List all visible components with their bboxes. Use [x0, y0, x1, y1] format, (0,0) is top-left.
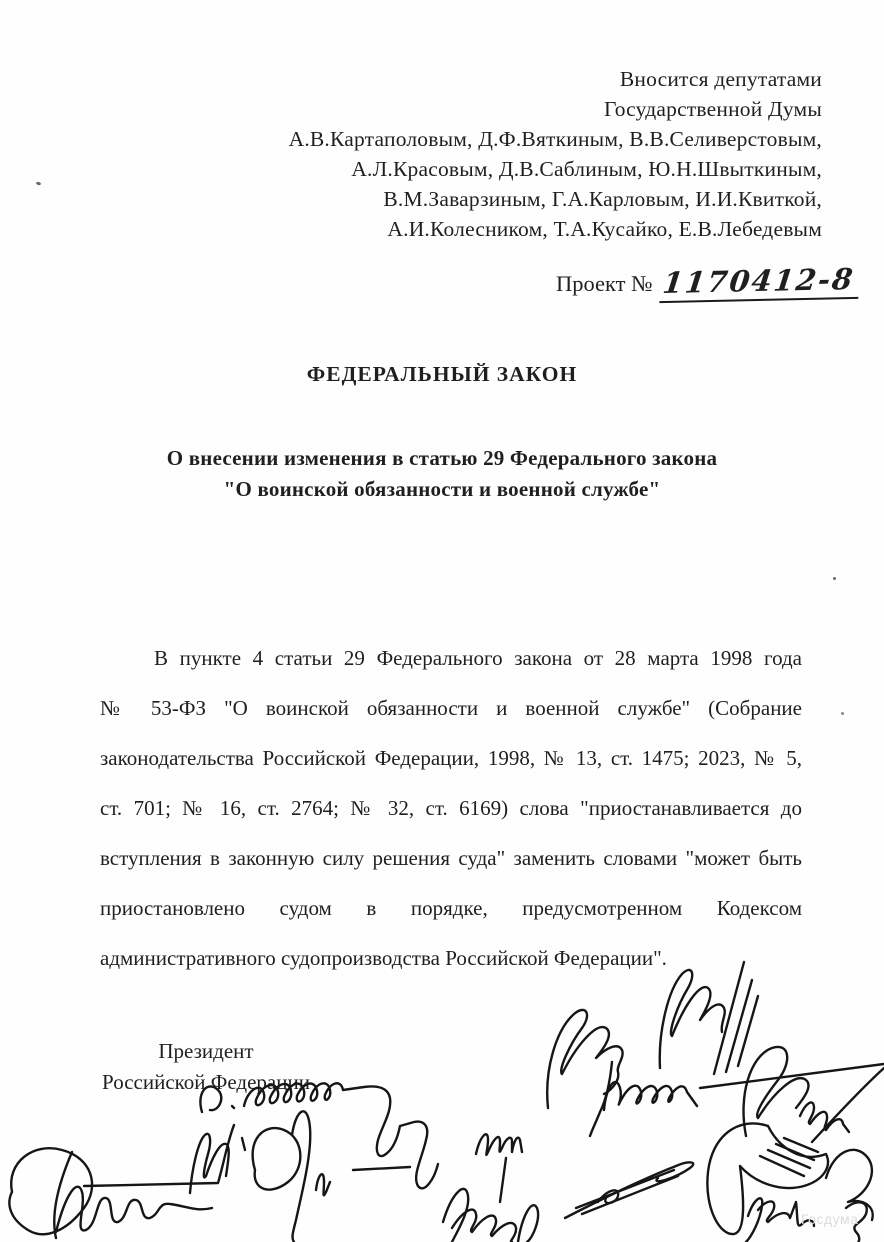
signature-stroke — [476, 1134, 522, 1155]
signature-stroke — [56, 1187, 212, 1232]
header-line: А.В.Картаполовым, Д.Ф.Вяткиным, В.В.Селиверстовым, — [288, 127, 822, 151]
project-number-label: Проект № — [556, 271, 653, 296]
signature-stroke — [452, 1210, 516, 1242]
signature-stroke — [576, 1170, 674, 1208]
signature-stroke — [700, 1064, 884, 1088]
body-line: административного судопроизводства Российской Федерации". — [100, 946, 667, 970]
scan-speck — [833, 577, 836, 580]
signature-stroke — [500, 1158, 506, 1202]
law-subtitle — [0, 443, 884, 505]
signature-stroke — [547, 1010, 622, 1108]
law-subtitle-line: "О воинской обязанности и военной службе" — [223, 477, 661, 501]
header-line: Государственной Думы — [603, 97, 822, 121]
law-subtitle-line: О внесении изменения в статью 29 Федерального закона — [166, 446, 718, 470]
signature-stroke — [565, 1162, 693, 1218]
signer-block — [98, 1036, 314, 1098]
signature-stroke — [253, 1128, 301, 1190]
header-line: А.Л.Красовым, Д.В.Саблиным, Ю.Н.Швыткиным, — [351, 157, 822, 181]
body-line: законодательства Российской Федерации, 1998, № 13, ст. 1475; 2023, № 5, — [100, 746, 802, 770]
signature-stroke — [9, 1148, 92, 1234]
body-line: вступления в законную силу решения суда" заменить словами "может быть — [100, 846, 802, 870]
header-line: Вносится депутатами — [619, 67, 822, 91]
signature-stroke — [242, 1138, 245, 1150]
signature-stroke — [812, 1068, 884, 1142]
signature-stroke — [54, 1152, 72, 1238]
header-line: В.М.Заварзиным, Г.А.Карловым, И.И.Квиткой, — [383, 187, 822, 211]
body-paragraph — [100, 633, 802, 983]
signature-stroke — [443, 1189, 468, 1242]
signature-stroke — [826, 1150, 873, 1220]
scan-speck — [36, 181, 42, 185]
signature-stroke — [244, 1083, 438, 1188]
body-line: № 53-ФЗ "О воинской обязанности и военной службе" (Собрание — [100, 696, 802, 720]
project-number-line — [556, 261, 858, 301]
signature-stroke — [660, 970, 725, 1068]
body-line: В пункте 4 статьи 29 Федерального закона от 28 марта 1998 года — [154, 646, 802, 670]
signature-stroke — [353, 1167, 410, 1170]
header-line: А.И.Колесником, Т.А.Кусайко, Е.В.Лебедевым — [387, 217, 822, 241]
scan-speck — [841, 712, 844, 715]
signature-stroke — [746, 1198, 762, 1242]
law-title: ФЕДЕРАЛЬНЫЙ ЗАКОН — [306, 362, 578, 386]
signature-stroke — [598, 1190, 618, 1203]
signature-stroke — [84, 1125, 234, 1186]
signature-stroke — [190, 1134, 229, 1193]
signature-stroke — [518, 1205, 538, 1242]
watermark-gosduma: Госдума — [801, 1211, 859, 1227]
project-number-underline — [658, 262, 858, 303]
signature-stroke — [292, 1111, 310, 1242]
signature-stroke — [760, 1138, 818, 1176]
signer-line: Российской Федерации — [102, 1070, 310, 1094]
signature-stroke — [232, 1106, 234, 1108]
signature-stroke — [726, 980, 752, 1072]
submission-header — [182, 64, 822, 244]
signature-stroke — [744, 1047, 809, 1136]
handwritten-project-number: 1170412-8 — [660, 261, 857, 301]
body-line: приостановлено судом в порядке, предусмотренном Кодексом — [100, 896, 802, 920]
signature-stroke — [590, 1062, 612, 1136]
signature-stroke — [316, 1174, 330, 1195]
body-line: ст. 701; № 16, ст. 2764; № 32, ст. 6169) слова "приостанавливается до — [100, 796, 802, 820]
signature-stroke — [800, 1102, 849, 1132]
signature-stroke — [582, 1176, 678, 1214]
signature-stroke — [738, 996, 758, 1066]
signer-line: Президент — [158, 1039, 254, 1063]
signature-stroke — [604, 1082, 697, 1110]
